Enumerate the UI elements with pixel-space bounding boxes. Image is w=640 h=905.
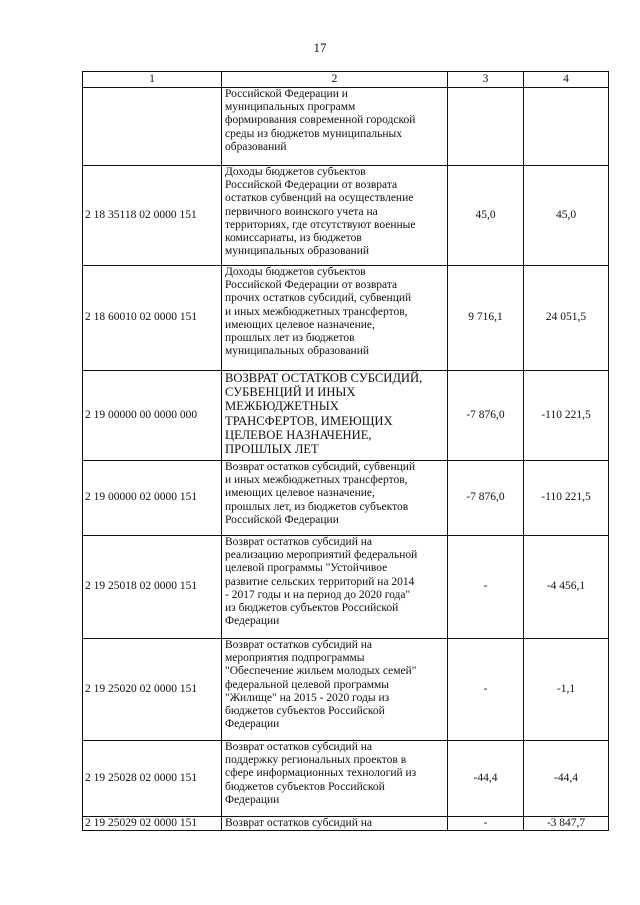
budget-revenue-table — [82, 71, 609, 831]
description-text: Возврат остатков субсидий на реализацию мероприятий федеральной целевой программы "Устойчивое развитие сельских территорий на 2014 - 2017 годы и на период до 2020 года" из бюджетов субъектов Российской Федерации — [225, 536, 418, 628]
amount-col4-cell: -44,4 — [524, 741, 609, 817]
budget-code-cell: 2 18 60010 02 0000 151 — [83, 266, 222, 371]
amount-col4-cell: -1,1 — [524, 639, 609, 741]
budget-code-cell: 2 19 00000 00 0000 000 — [83, 371, 222, 461]
description-text: Возврат остатков субсидий, субвенций и иных межбюджетных трансфертов, имеющих целевое назначение, прошлых лет, из бюджетов субъектов Российской Федерации — [225, 461, 416, 526]
budget-code-cell: 2 19 00000 02 0000 151 — [83, 461, 222, 536]
budget-code-cell: 2 19 25028 02 0000 151 — [83, 741, 222, 817]
description-cell — [222, 461, 448, 536]
table-header-row — [83, 72, 609, 88]
description-cell — [222, 536, 448, 639]
amount-col3-cell: -44,4 — [448, 741, 524, 817]
budget-code-cell: 2 19 25018 02 0000 151 — [83, 536, 222, 639]
description-cell — [222, 88, 448, 166]
amount-col3-cell: - — [448, 817, 524, 831]
table-row — [83, 461, 609, 536]
amount-col3-cell: - — [448, 536, 524, 639]
amount-col4-cell: -110 221,5 — [524, 461, 609, 536]
table-row — [83, 639, 609, 741]
table-row — [83, 741, 609, 817]
description-text: Доходы бюджетов субъектов Российской Федерации от возврата прочих остатков субсидий, субвенций и иных межбюджетных трансфертов, имеющих целевое назначение, прошлых лет из бюджетов муниципальных образований — [225, 266, 412, 358]
description-cell — [222, 817, 448, 831]
table-row — [83, 166, 609, 266]
column-header-4: 4 — [524, 72, 609, 88]
table-row — [83, 371, 609, 461]
description-cell — [222, 371, 448, 461]
amount-col4-cell — [524, 88, 609, 166]
description-text: ВОЗВРАТ ОСТАТКОВ СУБСИДИЙ, СУБВЕНЦИЙ И ИНЫХ МЕЖБЮДЖЕТНЫХ ТРАНСФЕРТОВ, ИМЕЮЩИХ ЦЕЛЕВОЕ НАЗНАЧЕНИЕ, ПРОШЛЫХ ЛЕТ — [225, 371, 423, 457]
amount-col3-cell: 45,0 — [448, 166, 524, 266]
amount-col3-cell: 9 716,1 — [448, 266, 524, 371]
description-cell — [222, 266, 448, 371]
description-text: Доходы бюджетов субъектов Российской Федерации от возврата остатков субвенций на осуществление первичного воинского учета на территориях, где отсутствуют военные комиссариаты, из бюджетов муниципальных образований — [225, 166, 416, 258]
table-row — [83, 536, 609, 639]
page-number: 17 — [313, 40, 327, 55]
amount-col3-cell — [448, 88, 524, 166]
description-text: Возврат остатков субсидий на мероприятия подпрограммы "Обеспечение жильем молодых семей" федеральной целевой программы "Жилище" на 2015 - 2020 годы из бюджетов субъектов Российской Федерации — [225, 639, 417, 731]
amount-col3-cell: -7 876,0 — [448, 461, 524, 536]
description-cell — [222, 639, 448, 741]
description-text: Возврат остатков субсидий на поддержку региональных проектов в сфере информационных технологий из бюджетов субъектов Российской Федерации — [225, 741, 417, 806]
amount-col4-cell: 24 051,5 — [524, 266, 609, 371]
amount-col4-cell: -110 221,5 — [524, 371, 609, 461]
amount-col3-cell: - — [448, 639, 524, 741]
amount-col4-cell: -4 456,1 — [524, 536, 609, 639]
column-header-3: 3 — [448, 72, 524, 88]
table-row — [83, 817, 609, 831]
budget-code-cell — [83, 88, 222, 166]
table-row — [83, 88, 609, 166]
amount-col3-cell: -7 876,0 — [448, 371, 524, 461]
amount-col4-cell: -3 847,7 — [524, 817, 609, 831]
column-header-1: 1 — [83, 72, 222, 88]
budget-code-cell: 2 18 35118 02 0000 151 — [83, 166, 222, 266]
amount-col4-cell: 45,0 — [524, 166, 609, 266]
budget-code-cell: 2 19 25029 02 0000 151 — [83, 817, 222, 831]
description-cell — [222, 166, 448, 266]
description-text: Возврат остатков субсидий на — [225, 817, 373, 829]
budget-code-cell: 2 19 25020 02 0000 151 — [83, 639, 222, 741]
table-row — [83, 266, 609, 371]
column-header-2: 2 — [222, 72, 448, 88]
description-cell — [222, 741, 448, 817]
description-text: Российской Федерации и муниципальных программ формирования современной городской среды из бюджетов муниципальных образований — [225, 88, 416, 153]
